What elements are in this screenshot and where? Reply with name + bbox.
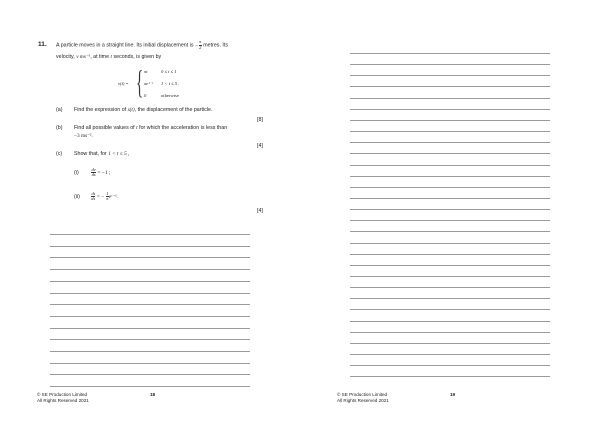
- answer-line: [350, 243, 550, 244]
- part-b-text-line-2: −3 ms⁻².: [74, 133, 93, 139]
- answer-line: [350, 332, 550, 333]
- piecewise-row: πt 0 ≤ t ≤ 1: [144, 69, 177, 74]
- answer-line: [50, 246, 250, 247]
- answer-line: [350, 231, 550, 232]
- answer-line: [50, 328, 250, 329]
- answer-line: [350, 376, 550, 377]
- velocity-lhs: v(t) =: [118, 81, 129, 86]
- question-intro-line-1: A particle moves in a straight line. Its initial displacement is − $\frac{\pi}{2}$ metres. Its: [56, 39, 228, 50]
- copyright-footer: © SE Production Limited All Rights Reserved 2021: [337, 392, 389, 403]
- copyright-footer: © SE Production Limited All Rights Reserved 2021: [37, 392, 89, 403]
- answer-line: [350, 120, 550, 121]
- answer-line: [350, 131, 550, 132]
- question-intro-line-2: velocity, v ms⁻¹, at time t seconds, is given by: [56, 54, 162, 60]
- answer-line: [350, 176, 550, 177]
- part-c-label: (c): [56, 151, 63, 157]
- answer-line: [50, 386, 250, 387]
- answer-line: [50, 374, 250, 375]
- answer-line: [350, 265, 550, 266]
- answer-line: [350, 298, 550, 299]
- answer-line: [350, 276, 550, 277]
- answer-line: [350, 64, 550, 65]
- answer-line: [350, 53, 550, 54]
- part-a-text: Find the expression of s(t), the displacement of the particle.: [74, 107, 213, 113]
- velocity-piecewise-function: [118, 65, 238, 104]
- answer-line: [50, 293, 250, 294]
- part-c-marks: [4]: [257, 208, 263, 214]
- question-number: 11.: [38, 41, 47, 48]
- part-b-marks: [4]: [257, 143, 263, 149]
- answer-line: [50, 304, 250, 305]
- subpart-ii-label: (ii): [74, 194, 80, 200]
- part-a-marks: [8]: [257, 117, 263, 123]
- page-number: 18: [150, 392, 156, 397]
- answer-line: [50, 363, 250, 364]
- answer-line: [350, 187, 550, 188]
- initial-displacement-value: − $\frac{\pi}{2}$: [194, 39, 202, 50]
- answer-line: [350, 254, 550, 255]
- answer-line: [350, 165, 550, 166]
- part-a-label: (a): [56, 107, 63, 113]
- piecewise-row: πe¹⁻ᵗ 1 < t ≤ 5 .: [144, 81, 180, 86]
- subpart-i-label: (i): [74, 170, 79, 176]
- answer-line: [50, 339, 250, 340]
- answer-line: [350, 142, 550, 143]
- page-number: 19: [450, 392, 456, 397]
- answer-line: [50, 351, 250, 352]
- answer-line: [50, 234, 250, 235]
- answer-line: [50, 316, 250, 317]
- answer-line: [350, 287, 550, 288]
- part-c-text: Show that, for 1 < t ≤ 5 ,: [74, 151, 130, 157]
- part-b-label: (b): [56, 125, 63, 131]
- answer-line: [50, 281, 250, 282]
- subpart-ii-equation: $\frac{dt}{ds}$ = − $\frac{1}{\pi}$ eᵗ⁻¹.: [91, 190, 118, 202]
- piecewise-row: 0 otherwise: [144, 93, 179, 98]
- answer-line: [50, 269, 250, 270]
- answer-line: [350, 220, 550, 221]
- answer-line: [350, 75, 550, 76]
- answer-line: [350, 86, 550, 87]
- answer-line: [350, 321, 550, 322]
- answer-line: [350, 343, 550, 344]
- answer-line: [350, 365, 550, 366]
- piecewise-brace: {: [136, 65, 144, 101]
- right-page: [300, 0, 600, 424]
- answer-line: [350, 153, 550, 154]
- part-b-text: Find all possible values of t for which the acceleration is less than: [74, 125, 228, 131]
- initial-displacement-fraction: $\frac{\pi}{2}$: [199, 39, 202, 50]
- answer-line: [350, 309, 550, 310]
- answer-line: [50, 257, 250, 258]
- answer-line: [350, 98, 550, 99]
- answer-line: [350, 109, 550, 110]
- answer-line: [350, 198, 550, 199]
- answer-line: [350, 209, 550, 210]
- subpart-i-equation: $\frac{dv}{ds}$ = −1 ;: [91, 166, 111, 178]
- answer-line: [350, 354, 550, 355]
